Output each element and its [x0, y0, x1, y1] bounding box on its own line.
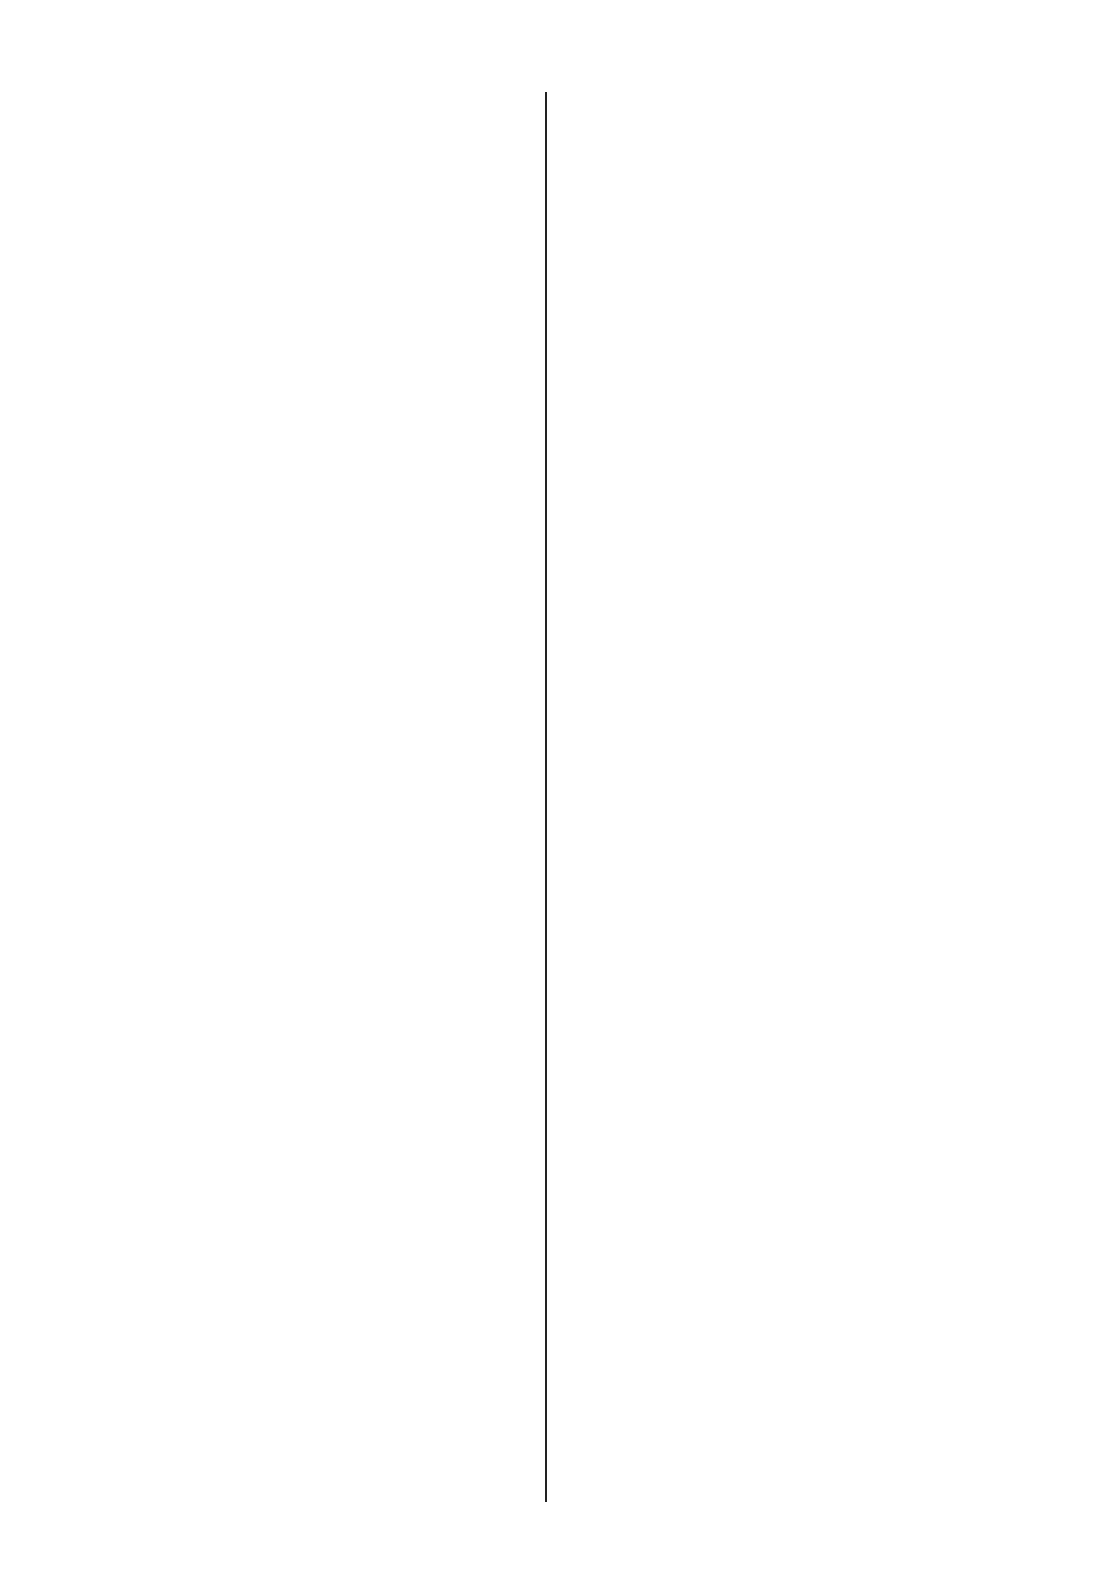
index-entry — [560, 834, 1016, 864]
index-entry — [560, 252, 1016, 282]
index-entry — [560, 1167, 1016, 1197]
index-entry — [560, 1352, 1016, 1382]
index-entry — [560, 1464, 1016, 1494]
index-entry — [560, 982, 1016, 1012]
index-entry — [82, 882, 532, 912]
section-heading-text — [748, 560, 828, 594]
index-entry — [82, 1104, 532, 1134]
section-heading-text — [267, 1328, 347, 1362]
index-entry — [560, 1130, 1016, 1160]
index-entry — [560, 1093, 1016, 1123]
index-entry — [82, 1280, 532, 1310]
section-heading — [82, 1228, 532, 1262]
index-entry — [82, 697, 532, 727]
column-divider — [545, 92, 547, 1502]
index-entry — [82, 104, 532, 134]
index-entry — [82, 919, 532, 949]
index-entry — [82, 512, 532, 542]
index-entry — [560, 649, 1016, 679]
section-heading — [560, 452, 1016, 486]
index-entry — [560, 1056, 1016, 1086]
index-entry — [560, 289, 1016, 319]
index-entry — [560, 215, 1016, 245]
index-entry — [560, 400, 1016, 430]
index-entry — [560, 908, 1016, 938]
index-entry — [560, 1315, 1016, 1345]
section-heading — [82, 1328, 532, 1362]
index-entry — [82, 1417, 532, 1447]
index-entry — [82, 326, 532, 356]
index-entry — [560, 1241, 1016, 1271]
index-entry — [82, 252, 532, 282]
section-heading-text — [267, 1228, 347, 1262]
index-entry — [82, 1141, 532, 1171]
index-entry — [82, 141, 532, 171]
index-entry — [82, 438, 532, 468]
index-entry — [560, 141, 1016, 171]
index-entry — [82, 289, 532, 319]
index-entry — [560, 945, 1016, 975]
section-heading-text — [748, 1402, 828, 1436]
index-entry — [82, 956, 532, 986]
index-entry — [82, 808, 532, 838]
right-column — [560, 104, 1016, 1494]
index-entry — [560, 797, 1016, 827]
index-entry — [560, 612, 1016, 642]
section-heading-text — [267, 376, 347, 410]
index-entry — [560, 1204, 1016, 1234]
index-entry — [82, 1067, 532, 1097]
index-entry — [560, 686, 1016, 716]
index-entry — [82, 215, 532, 245]
section-heading-text — [748, 452, 828, 486]
index-entry — [560, 1278, 1016, 1308]
index-entry — [82, 660, 532, 690]
running-head-left — [82, 48, 202, 72]
page-header — [0, 0, 1110, 100]
index-entry — [560, 723, 1016, 753]
left-column — [82, 104, 532, 1494]
index-entry — [82, 1380, 532, 1410]
index-entry — [560, 104, 1016, 134]
index-entry — [82, 475, 532, 505]
index-entry — [560, 510, 1016, 540]
index-entry — [82, 586, 532, 616]
index-entry — [82, 771, 532, 801]
index-entry — [560, 760, 1016, 790]
index-entry — [560, 326, 1016, 356]
index-entry — [560, 1019, 1016, 1049]
index-entry — [82, 623, 532, 653]
index-entry — [560, 871, 1016, 901]
index-entry — [82, 845, 532, 875]
section-heading — [560, 1402, 1016, 1436]
index-entry — [560, 178, 1016, 208]
index-entry — [560, 363, 1016, 393]
index-entry — [82, 549, 532, 579]
page-number — [510, 46, 600, 74]
index-entry — [82, 734, 532, 764]
section-heading — [82, 376, 532, 410]
index-entry — [82, 1454, 532, 1484]
index-entry — [82, 1178, 532, 1208]
index-entry — [82, 993, 532, 1023]
index-entry — [82, 1030, 532, 1060]
section-heading — [560, 560, 1016, 594]
running-head-right — [898, 48, 1018, 72]
index-entry — [82, 178, 532, 208]
